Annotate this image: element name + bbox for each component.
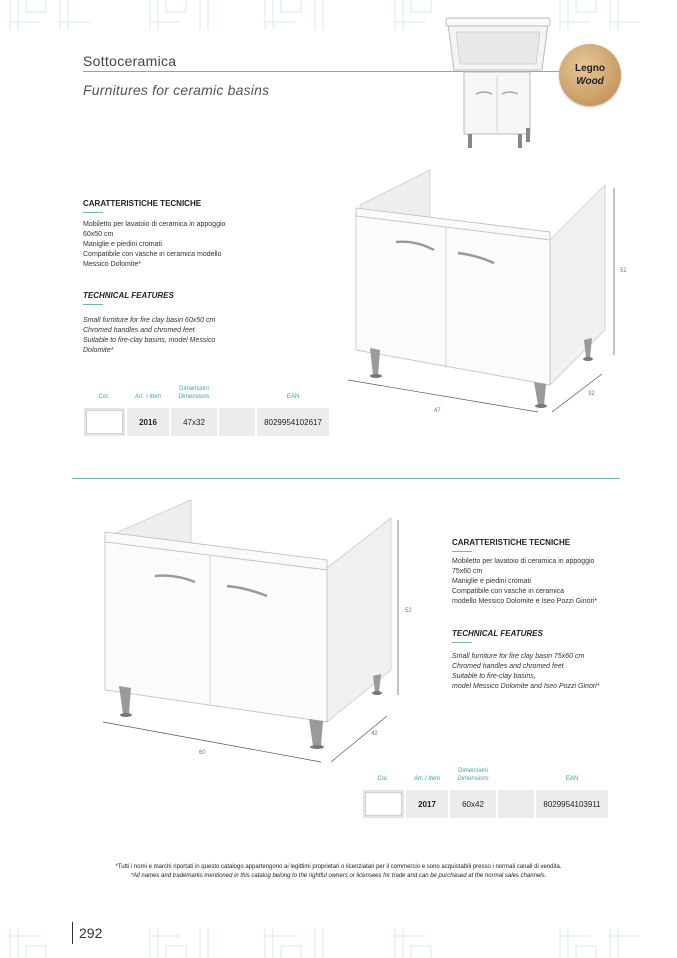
dimensions-header-it: Dimensioni	[179, 386, 209, 392]
product2-it-text	[452, 557, 597, 607]
dimensions-value: 60x42	[450, 790, 496, 818]
badge-label-it: Legno	[575, 63, 605, 74]
dimensions-header-it: Dimensioni	[458, 768, 488, 774]
product2-it-line: Maniglie e piedini cromati	[452, 578, 531, 585]
article-number: 2017	[406, 790, 448, 818]
page-number: 292	[79, 925, 103, 941]
product2-it-heading: CARATTERISTICHE TECNICHE	[452, 538, 571, 547]
dimensions-header-en: Dimensions	[457, 776, 489, 782]
dimensions-value: 47x32	[171, 408, 217, 436]
product2-depth-label: 42	[371, 731, 378, 737]
product1-en-line: Small furniture for fire clay basin 60x50 cm	[83, 317, 216, 324]
product2-en-line: Suitable to fire-clay basins,	[452, 673, 536, 680]
product2-it-line: modello Messico Dolomite e Iseo Pozzi Ginori*	[452, 598, 598, 605]
product1-depth-label: 32	[588, 391, 595, 397]
product1-width-label: 47	[434, 408, 441, 414]
product2-en-line: Small furniture for fire clay basin 75x60 cm	[452, 653, 585, 660]
decorative-pattern-top	[0, 0, 677, 34]
product2-height-label: 52	[405, 608, 412, 614]
product2-en-line: model Messico Dolomite and Iseo Pozzi Ginori*	[452, 683, 600, 690]
col-header: Col.	[98, 394, 110, 400]
product1-it-line: Compatibile con vasche in ceramica modello	[83, 251, 222, 258]
product2-spec-table	[363, 768, 613, 822]
ean-header: EAN	[565, 776, 579, 782]
cabinet-2017-image	[95, 490, 425, 770]
product2-en-line: Chromed handles and chromed feet	[452, 663, 564, 670]
product1-it-line: 60x50 cm	[83, 231, 114, 238]
ean-value: 8029954103911	[536, 790, 608, 818]
product1-it-text	[83, 220, 225, 270]
product1-it-heading: CARATTERISTICHE TECNICHE	[83, 199, 202, 208]
color-swatch	[84, 408, 125, 436]
cabinet-2016-image	[340, 160, 640, 420]
basin-cabinet-image	[440, 10, 555, 160]
article-number: 2016	[127, 408, 169, 436]
product2-en-heading: TECHNICAL FEATURES	[452, 629, 543, 638]
product2-it-underline	[452, 551, 472, 552]
badge-label-en: Wood	[576, 76, 604, 87]
product1-height-label: 52	[620, 268, 627, 274]
product2-it-line: 75x60 cm	[452, 568, 483, 575]
product1-en-line: Dolomite*	[83, 347, 114, 354]
ean-header: EAN	[286, 394, 300, 400]
empty-cell	[498, 790, 534, 818]
decorative-pattern-bottom	[0, 924, 677, 958]
product1-it-line: Maniglie e piedini cromati	[83, 241, 162, 248]
section-subtitle: Furnitures for ceramic basins	[83, 82, 270, 98]
dimensions-header-en: Dimensions	[178, 394, 210, 400]
product2-en-text	[452, 652, 599, 692]
ean-value: 8029954102617	[257, 408, 329, 436]
product1-spec-table	[84, 386, 334, 440]
disclaimer-it: *Tutti i nomi e marchi riportati in questo catalogo appartengono ai legittimi proprietari o licenziatari per il commercio e sono acquistabili presso i normali canali di vendita.	[115, 864, 562, 870]
item-header: Art. / Item	[134, 394, 161, 400]
product1-it-line: Messico Dolomite*	[83, 261, 141, 268]
product2-en-underline	[452, 642, 472, 643]
empty-cell	[219, 408, 255, 436]
product1-en-line: Suitable to fire-clay basins, model Messico	[83, 337, 216, 344]
product1-en-text	[83, 316, 215, 356]
product1-en-underline	[83, 304, 103, 305]
wood-finish-badge	[559, 44, 621, 106]
color-swatch	[363, 790, 404, 818]
product1-it-line: Mobiletto per lavatoio di ceramica in appoggio	[83, 221, 226, 228]
col-header: Col.	[377, 776, 389, 782]
product1-en-line: Chromed handles and chromed feet	[83, 327, 195, 334]
section-divider	[72, 478, 620, 479]
product2-it-line: Compatibile con vasche in ceramica	[452, 588, 565, 595]
product1-it-underline	[83, 212, 103, 213]
item-header: Art. / Item	[413, 776, 440, 782]
product1-en-heading: TECHNICAL FEATURES	[83, 291, 174, 300]
disclaimer-en: *All names and trademarks mentioned in this catalog belong to the rightful owners or licensees for trade and can be purchased at the normal sales channels.	[130, 873, 547, 879]
section-title: Sottoceramica	[83, 53, 177, 69]
product2-it-line: Mobiletto per lavatoio di ceramica in appoggio	[452, 558, 595, 565]
product2-width-label: 60	[199, 750, 206, 756]
